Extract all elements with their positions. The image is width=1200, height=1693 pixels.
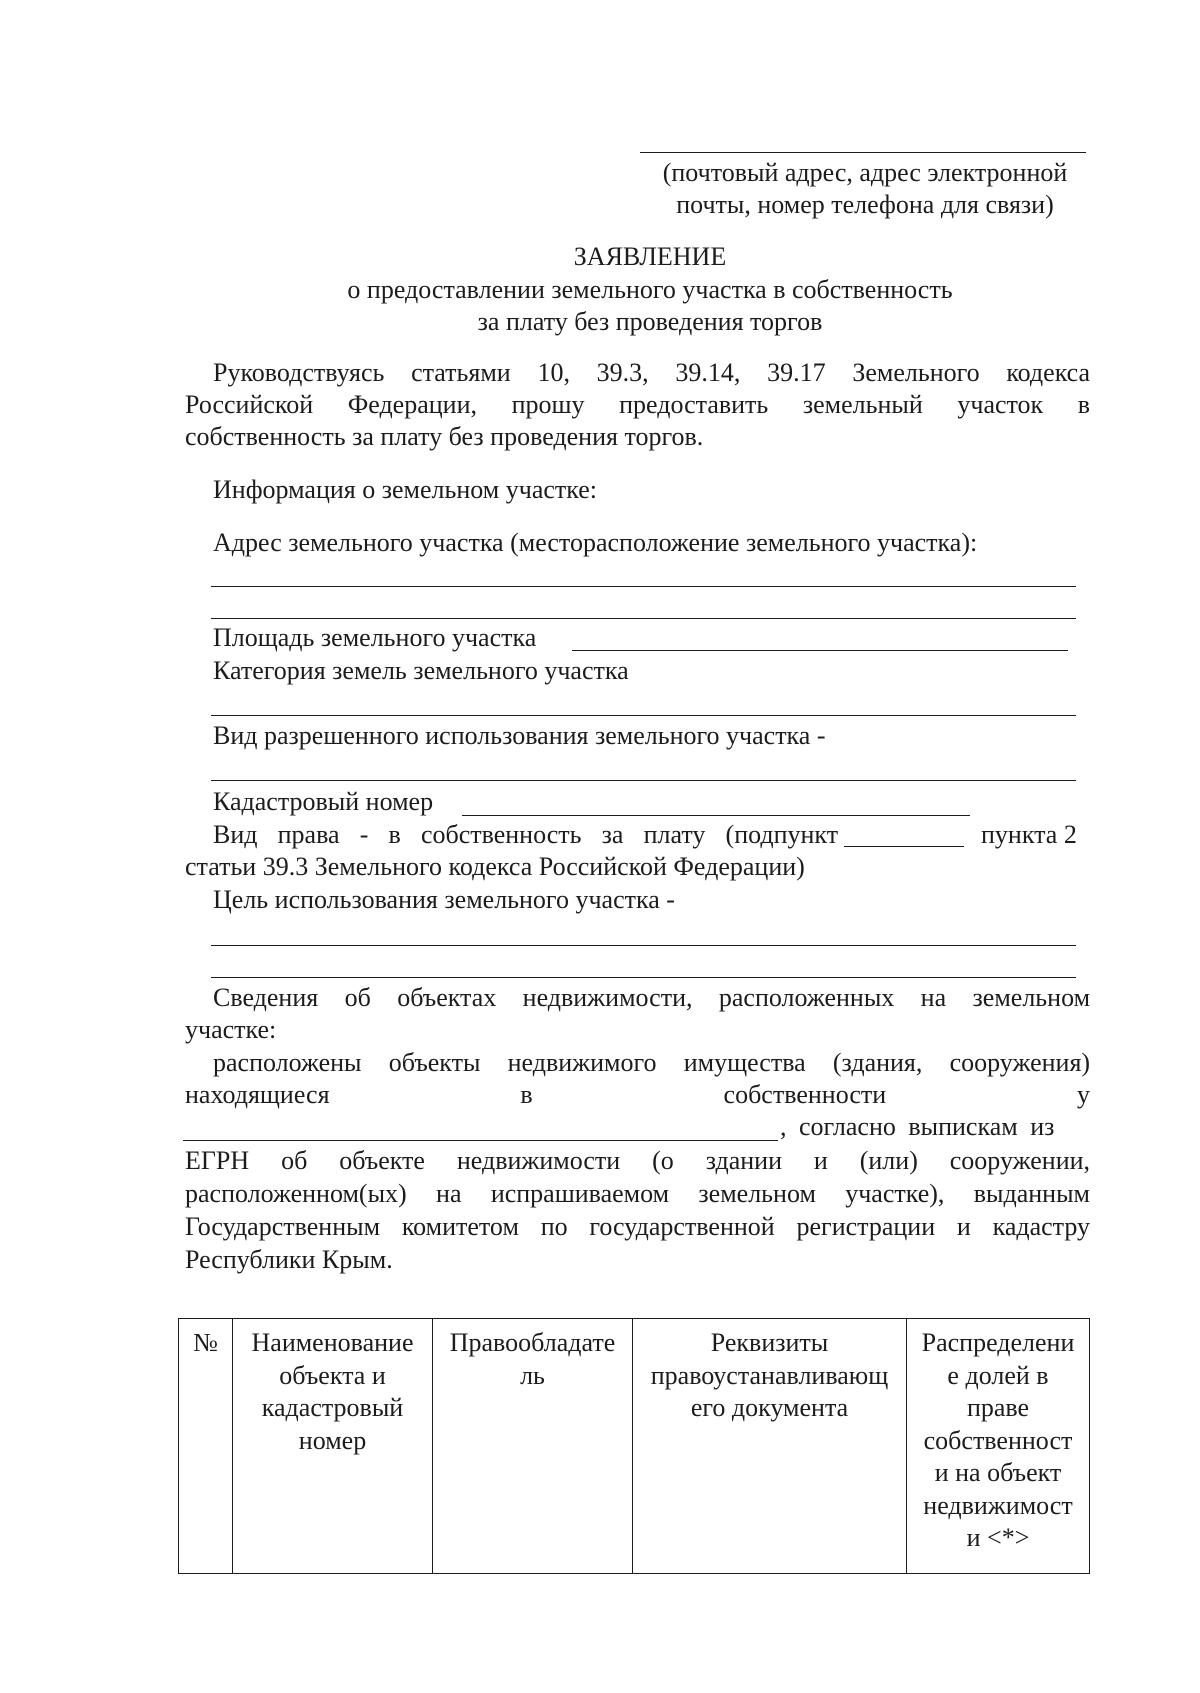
area-field-line[interactable] — [572, 650, 1068, 651]
area-label: Площадь земельного участка — [213, 623, 537, 652]
purpose-field-line-2[interactable] — [211, 977, 1076, 978]
header-share-distribution: Распределени е долей в праве собственност и на объект недвижимост и <*> — [907, 1319, 1090, 1574]
realty-line-2: участке: — [185, 1015, 277, 1044]
header-number: № — [179, 1319, 233, 1574]
contact-caption-line-2: почты, номер телефона для связи) — [676, 190, 1054, 219]
realty-line-8: Государственным комитетом по государственной регистрации и кадастру — [185, 1212, 1091, 1241]
realty-line-1: Сведения об объектах недвижимости, расположенных на земельном — [213, 983, 1091, 1012]
address-field-line-1[interactable] — [211, 586, 1076, 587]
title-sub-1: о предоставлении земельного участка в собственность — [347, 275, 953, 304]
subparagraph-field-line[interactable] — [844, 846, 964, 847]
realty-line-3: расположены объекты недвижимого имущества (здания, сооружения) — [213, 1048, 1091, 1077]
realty-line-7: расположенном(ых) на испрашиваемом земельном участке), выданным — [185, 1179, 1091, 1208]
header-object-name: Наименование объекта и кадастровый номер — [233, 1319, 433, 1574]
document-title — [200, 241, 1100, 338]
header-right-holder: Правообладате ль — [433, 1319, 633, 1574]
category-field-line[interactable] — [211, 715, 1076, 716]
purpose-label: Цель использования земельного участка - — [213, 885, 675, 914]
address-field-line-2[interactable] — [211, 618, 1076, 619]
realty-line-6: ЕГРН об объекте недвижимости (о здании и (или) сооружении, — [185, 1146, 1091, 1175]
intro-line-2: Российской Федерации, прошу предоставить земельный участок в — [185, 390, 1091, 419]
cadastral-label: Кадастровый номер — [213, 787, 434, 816]
contact-signature-line — [640, 152, 1086, 153]
contact-caption-line-1: (почтовый адрес, адрес электронной — [662, 158, 1068, 187]
right-type-line-2: статьи 39.3 Земельного кодекса Российской Федерации) — [185, 852, 805, 881]
purpose-field-line-1[interactable] — [211, 945, 1076, 946]
realty-line-4: находящиеся в собственности у — [185, 1080, 1091, 1109]
intro-line-3: собственность за плату без проведения торгов. — [185, 422, 704, 451]
realty-line-5-right: , согласно выпискам из — [780, 1112, 1055, 1141]
category-label: Категория земель земельного участка — [213, 656, 629, 685]
permitted-use-label: Вид разрешенного использования земельного участка - — [213, 721, 826, 750]
info-heading: Информация о земельном участке: — [213, 475, 598, 504]
address-label: Адрес земельного участка (месторасположение земельного участка): — [213, 528, 978, 557]
header-document-details: Реквизиты правоустанавливающ его документа — [633, 1319, 907, 1574]
permitted-use-field-line[interactable] — [211, 780, 1076, 781]
table-header-row — [179, 1319, 1090, 1574]
cadastral-field-line[interactable] — [462, 815, 970, 816]
title-main: ЗАЯВЛЕНИЕ — [573, 242, 727, 271]
realty-line-9: Республики Крым. — [185, 1245, 393, 1274]
right-type-line-1-left: Вид права - в собственность за плату (подпункт — [213, 820, 839, 849]
title-sub-2: за плату без проведения торгов — [477, 307, 823, 336]
owner-field-line[interactable] — [183, 1140, 778, 1141]
intro-line-1: Руководствуясь статьями 10, 39.3, 39.14, 39.17 Земельного кодекса — [213, 358, 1091, 387]
realty-objects-table — [178, 1318, 1090, 1574]
right-type-line-1-right: пункта 2 — [981, 820, 1077, 849]
contact-caption — [630, 157, 1100, 221]
